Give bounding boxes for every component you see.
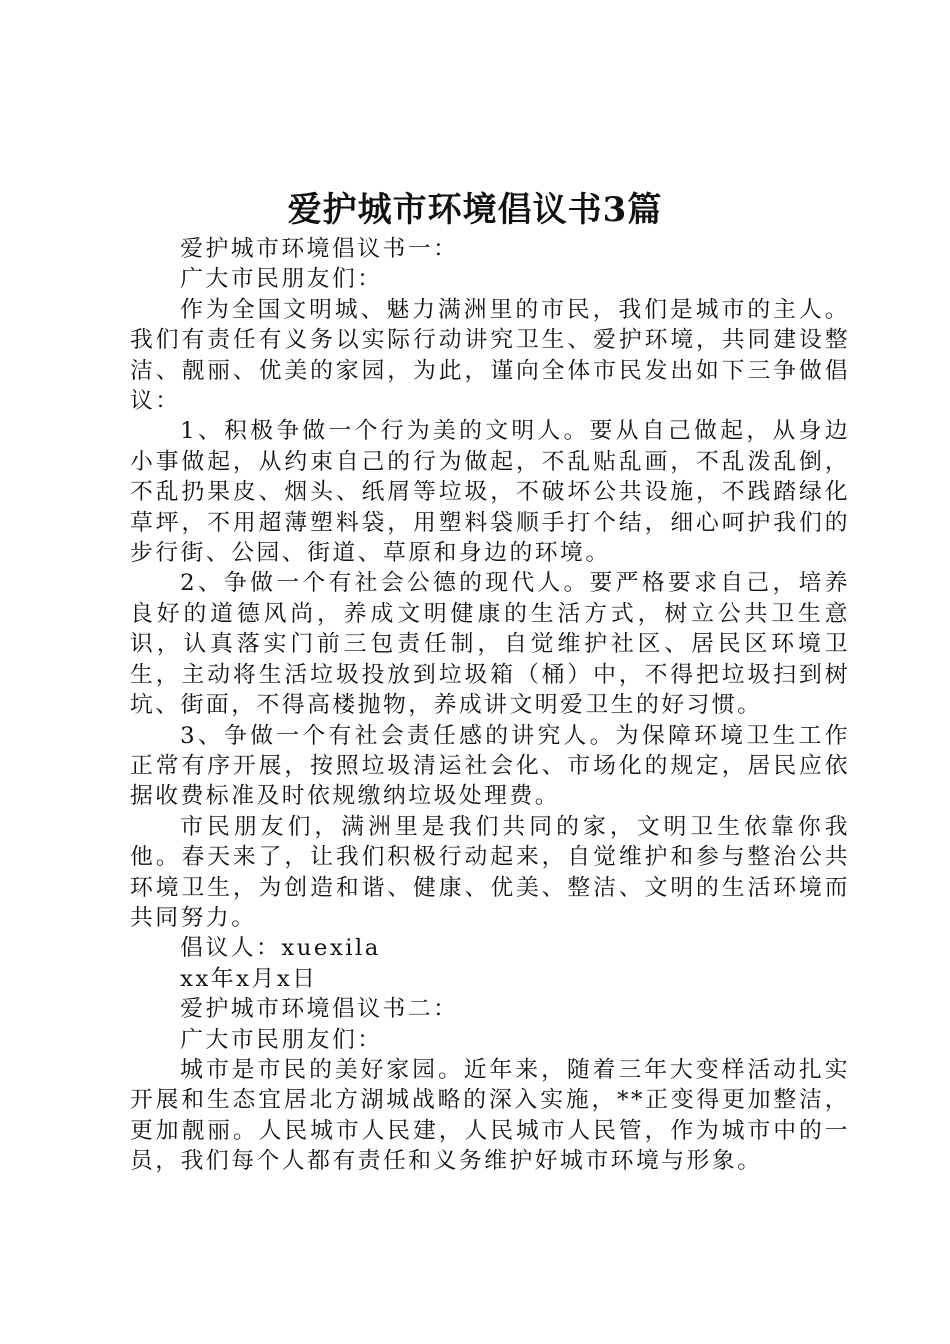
signature-line: 倡议人：xuexila: [180, 935, 381, 962]
date-line: xx年x月x日: [180, 965, 318, 992]
intro-paragraph: 作为全国文明城、魅力满洲里的市民，我们是城市的主人。我们有责任有义务以实际行动讲究卫生、爱护环境，共同建设整洁、靓丽、优美的家园，为此，谨向全体市民发出如下三争做倡议：: [130, 296, 850, 415]
document-body: [130, 234, 850, 1177]
closing-paragraph: 市民朋友们，满洲里是我们共同的家，文明卫生依靠你我他。春天来了，让我们积极行动起来，自觉维护和参与整治公共环境卫生，为创造和谐、健康、优美、整洁、文明的生活环境而共同努力。: [130, 813, 850, 931]
proposal-item-2: 2、争做一个有社会公德的现代人。要严格要求自己，培养良好的道德风尚，养成文明健康的生活方式，树立公共卫生意识，认真落实门前三包责任制，自觉维护社区、居民区环境卫生，主动将生活垃圾投放到垃圾箱（桶）中，不得把垃圾扫到树坑、街面，不得高楼抛物，养成讲文明爱卫生的好习惯。: [130, 570, 850, 719]
section-heading-1: 爱护城市环境倡议书一：: [180, 236, 459, 262]
proposal-item-3: 3、争做一个有社会责任感的讲究人。为保障环境卫生工作正常有序开展，按照垃圾清运社会化、市场化的规定，居民应依据收费标准及时依规缴纳垃圾处理费。: [130, 722, 850, 810]
section-2-paragraph: 城市是市民的美好家园。近年来，随着三年大变样活动扎实开展和生态宜居北方湖城战略的深入实施，**正变得更加整洁，更加靓丽。人民城市人民建，人民城市人民管，作为城市中的一员，我们每个人都有责任和义务维护好城市环境与形象。: [130, 1056, 850, 1175]
section-heading-2: 爱护城市环境倡议书二：: [180, 996, 459, 1023]
document-title: 爱护城市环境倡议书3篇: [287, 190, 663, 230]
salutation-2: 广大市民朋友们：: [180, 1026, 383, 1053]
salutation-1: 广大市民朋友们：: [180, 266, 383, 293]
proposal-item-1: 1、积极争做一个行为美的文明人。要从自己做起，从身边小事做起，从约束自己的行为做起，不乱贴乱画，不乱泼乱倒，不乱扔果皮、烟头、纸屑等垃圾，不破坏公共设施，不践踏绿化草坪，不用超薄塑料袋，用塑料袋顺手打个结，细心呵护我们的步行街、公园、街道、草原和身边的环境。: [130, 418, 850, 567]
